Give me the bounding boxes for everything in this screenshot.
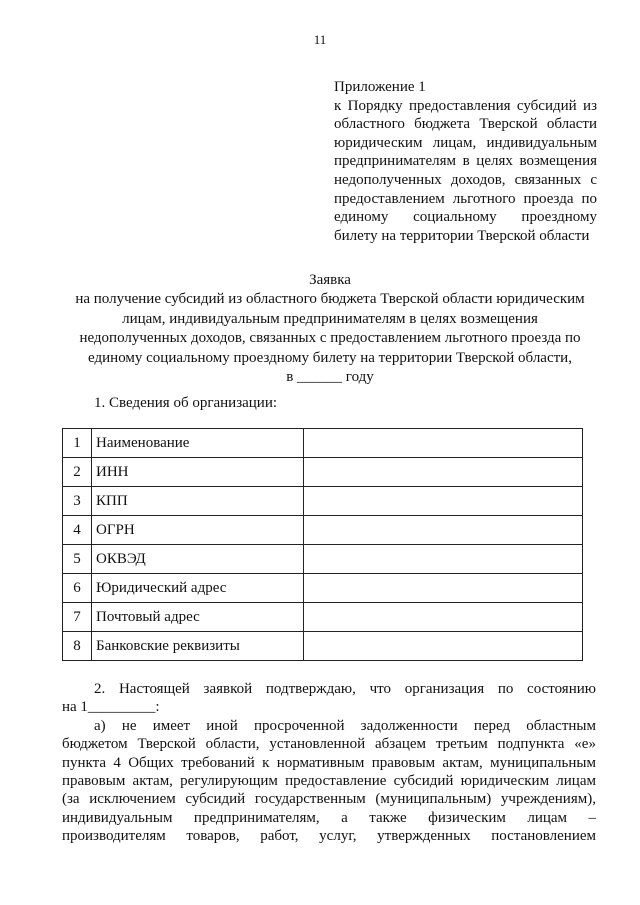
paragraph-a-line: производителям товаров, работ, услуг, утвержденных постановлением: [62, 828, 596, 845]
row-value-field[interactable]: [304, 458, 583, 487]
row-label: ОКВЭД: [92, 545, 304, 574]
application-heading: Заявка: [309, 272, 351, 288]
paragraph-a-line: пункта 4 Общих требований к нормативным правовым актам, муниципальным: [62, 754, 596, 771]
appendix-line: юридическим лицам, индивидуальным: [334, 134, 597, 151]
appendix-line: предоставлением льготного проезда по: [334, 190, 597, 207]
appendix-line: билету на территории Тверской области: [334, 227, 590, 244]
appendix-line: недополученных доходов, связанных с: [334, 171, 597, 188]
row-number: 5: [63, 545, 92, 574]
application-line: недополученных доходов, связанных с предоставлением льготного проезда по: [79, 330, 581, 347]
row-label: КПП: [92, 487, 304, 516]
row-number: 1: [63, 429, 92, 458]
row-label: Юридический адрес: [92, 574, 304, 603]
row-label: ИНН: [92, 458, 304, 487]
application-line: лицам, индивидуальным предпринимателям в целях возмещения: [122, 310, 538, 327]
organization-info-table: [62, 428, 583, 661]
row-label: Наименование: [92, 429, 304, 458]
row-value-field[interactable]: [304, 574, 583, 603]
application-title-block: [60, 271, 600, 387]
row-value-field[interactable]: [304, 632, 583, 661]
row-value-field[interactable]: [304, 429, 583, 458]
paragraph-a-line: правовым актам, регулирующим предоставление субсидий юридическим лицам: [62, 773, 596, 790]
paragraph-a-line: (за исключением субсидий государственным (муниципальным) учреждениям),: [62, 791, 596, 808]
row-number: 3: [63, 487, 92, 516]
row-label: ОГРН: [92, 516, 304, 545]
row-label: Банковские реквизиты: [92, 632, 304, 661]
table-row: [63, 574, 583, 603]
table-row: [63, 603, 583, 632]
row-number: 4: [63, 516, 92, 545]
page-number: 11: [313, 32, 327, 47]
table-row: [63, 632, 583, 661]
paragraph-a-line: бюджетом Тверской области, установленной абзацем третьим подпункта «е»: [62, 736, 596, 753]
row-value-field[interactable]: [304, 487, 583, 516]
row-number: 2: [63, 458, 92, 487]
table-row: [63, 545, 583, 574]
section-1-heading: 1. Сведения об организации:: [94, 395, 278, 411]
appendix-block: [334, 78, 597, 245]
row-number: 6: [63, 574, 92, 603]
section-2-text: [62, 680, 596, 846]
row-value-field[interactable]: [304, 603, 583, 632]
table-row: [63, 516, 583, 545]
paragraph-a-line: индивидуальным предпринимателям, а также физическим лицам –: [62, 809, 596, 826]
table-row: [63, 458, 583, 487]
row-number: 7: [63, 603, 92, 632]
appendix-line: областного бюджета Тверской области: [334, 116, 597, 133]
row-label: Почтовый адрес: [92, 603, 304, 632]
table-row: [63, 487, 583, 516]
application-year-line: в ______ году: [286, 369, 374, 386]
row-value-field[interactable]: [304, 545, 583, 574]
appendix-title: Приложение 1: [334, 79, 426, 95]
row-number: 8: [63, 632, 92, 661]
application-line: единому социальному проездному билету на территории Тверской области,: [88, 349, 572, 366]
section-2-date-line: на 1_________:: [62, 699, 160, 716]
appendix-line: к Порядку предоставления субсидий из: [334, 97, 597, 114]
appendix-line: единому социальному проездному: [334, 209, 597, 226]
paragraph-a-line: а) не имеет иной просроченной задолженности перед областным: [94, 717, 596, 734]
appendix-line: предпринимателям в целях возмещения: [334, 153, 597, 170]
section-2-line: 2. Настоящей заявкой подтверждаю, что организация по состоянию: [94, 681, 596, 697]
row-value-field[interactable]: [304, 516, 583, 545]
table-row: [63, 429, 583, 458]
application-line: на получение субсидий из областного бюджета Тверской области юридическим: [75, 291, 585, 308]
